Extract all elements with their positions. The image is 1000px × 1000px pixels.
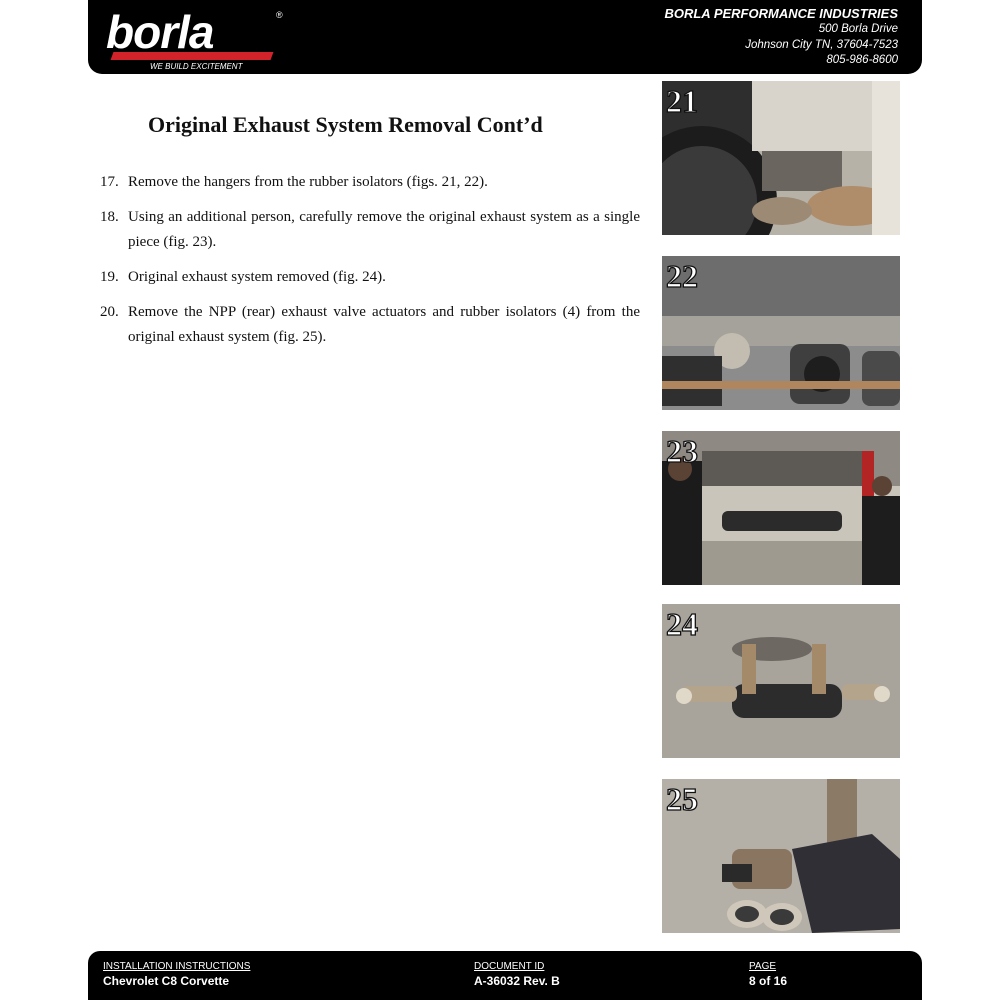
footer-doc-id: A-36032 Rev. B <box>474 974 560 988</box>
footer-page-number: 8 of 16 <box>749 974 788 988</box>
footer-doc-type-label: INSTALLATION INSTRUCTIONS <box>103 961 251 972</box>
step-number: 20. <box>100 304 119 320</box>
logo-tagline: WE BUILD EXCITEMENT <box>150 62 243 71</box>
figure-label: 24 <box>666 606 698 642</box>
instruction-steps <box>100 170 640 360</box>
footer-bar <box>88 951 922 1000</box>
figure-label: 25 <box>666 781 698 817</box>
figure-21-photo <box>662 81 900 235</box>
step-text: Using an additional person, carefully remove the original exhaust system as a single piece (fig. 23). <box>128 209 640 250</box>
step-number: 17. <box>100 174 119 190</box>
step-number: 18. <box>100 209 119 225</box>
company-address-city: Johnson City TN, 37604-7523 <box>745 38 898 51</box>
section-title: Original Exhaust System Removal Cont’d <box>148 112 543 137</box>
company-info <box>664 6 898 69</box>
step-text: Remove the NPP (rear) exhaust valve actuators and rubber isolators (4) from the original exhaust system (fig. 25). <box>128 304 640 345</box>
step-item <box>100 170 640 195</box>
step-text: Original exhaust system removed (fig. 24). <box>128 269 386 285</box>
company-address-street: 500 Borla Drive <box>818 23 898 35</box>
step-item <box>100 265 640 290</box>
logo-wordmark: borla <box>106 6 214 58</box>
footer-installation-info <box>103 960 250 990</box>
logo-registered-mark: ® <box>276 10 283 20</box>
figure-label: 22 <box>666 258 698 294</box>
footer-page-label: PAGE <box>749 961 777 972</box>
step-number: 19. <box>100 269 119 285</box>
borla-logo <box>106 6 286 71</box>
figure-24-photo <box>662 604 900 758</box>
footer-vehicle: Chevrolet C8 Corvette <box>103 974 230 988</box>
step-text: Remove the hangers from the rubber isolators (figs. 21, 22). <box>128 174 488 190</box>
footer-doc-id-label: DOCUMENT ID <box>474 961 545 972</box>
figure-25-photo <box>662 779 900 933</box>
figure-label: 21 <box>666 83 698 119</box>
figure-22-photo <box>662 256 900 410</box>
company-phone: 805-986-8600 <box>826 54 898 66</box>
step-item <box>100 300 640 350</box>
figure-label: 23 <box>666 433 698 469</box>
step-item <box>100 205 640 255</box>
figure-23-photo <box>662 431 900 585</box>
footer-page <box>749 960 787 990</box>
footer-document-id <box>474 960 560 990</box>
header-bar <box>88 0 922 74</box>
company-name: BORLA PERFORMANCE INDUSTRIES <box>664 6 898 21</box>
